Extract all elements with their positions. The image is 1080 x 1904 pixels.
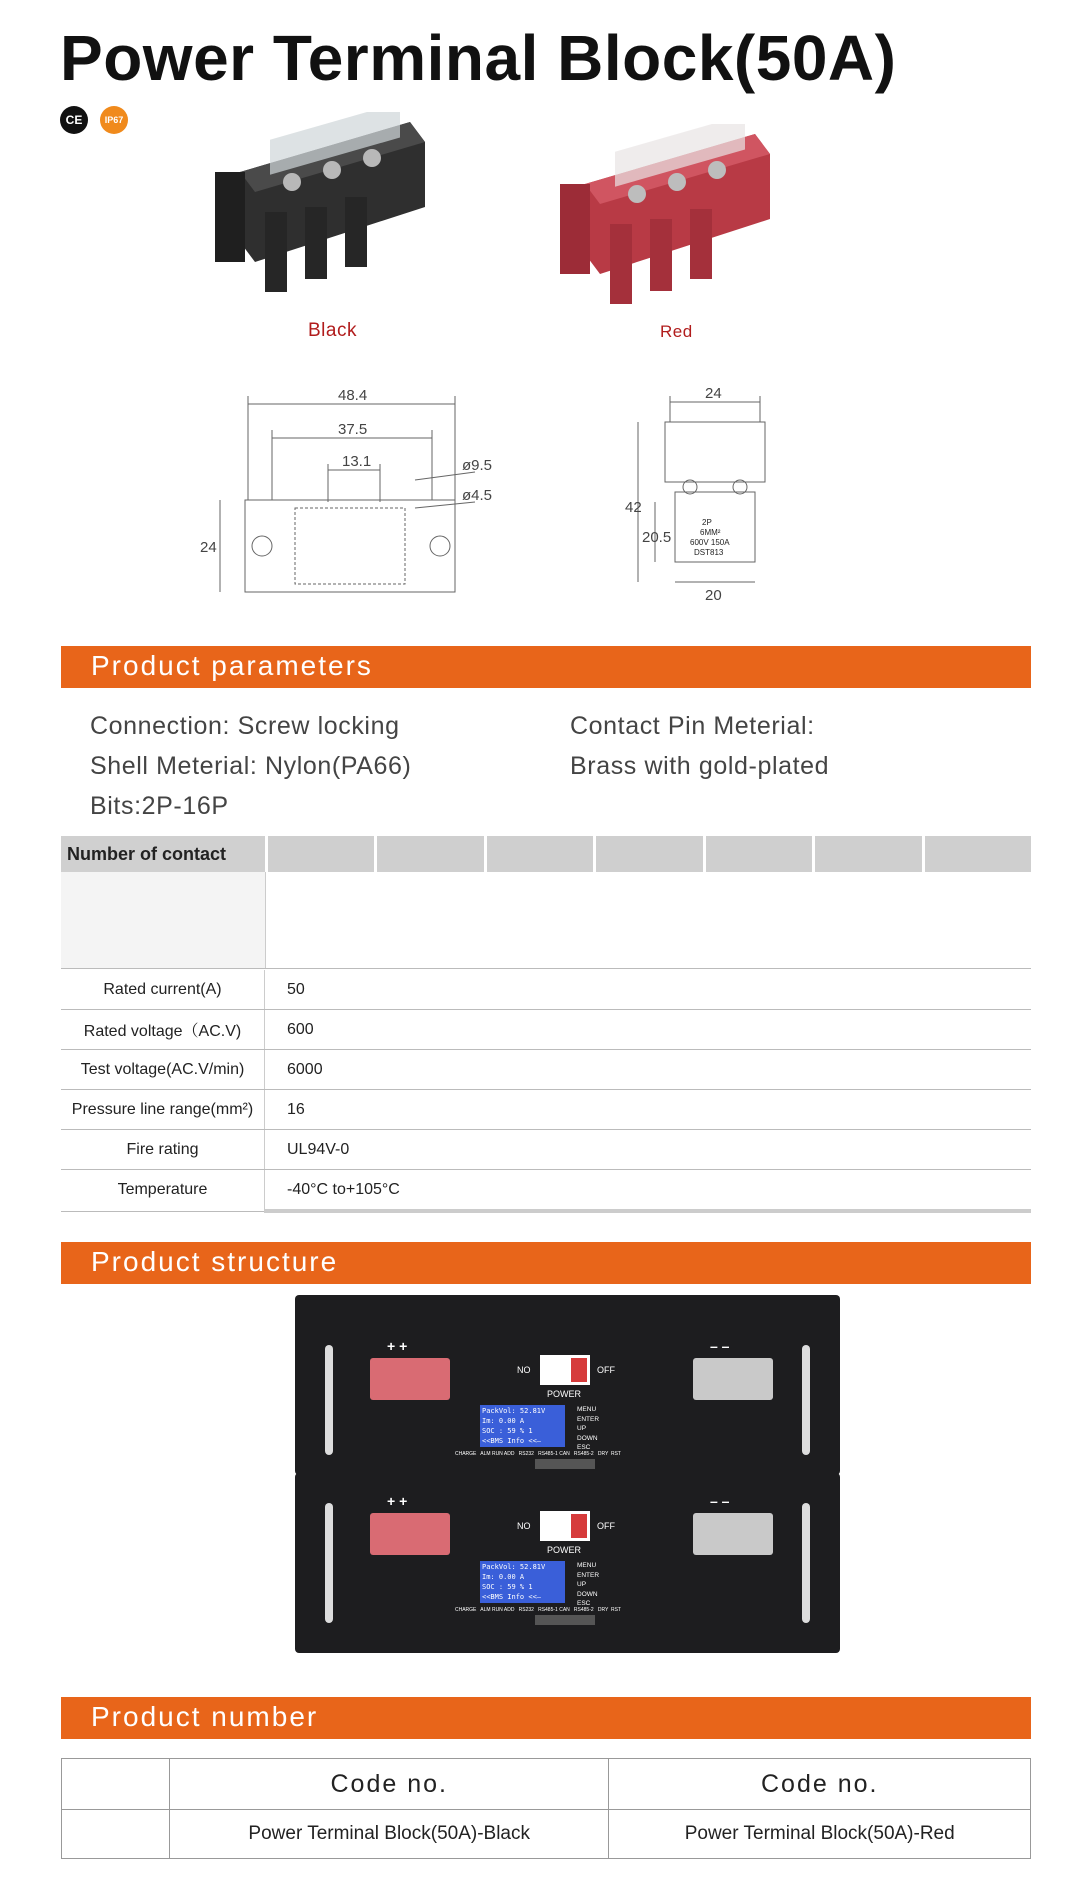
dim-13-1: 13.1 [342, 453, 372, 470]
switch-off-label: OFF [597, 1521, 615, 1531]
plus-label: + + [387, 1338, 408, 1354]
negative-terminal [693, 1513, 773, 1555]
dim-48-4: 48.4 [338, 387, 368, 404]
battery-rack-image [295, 1295, 840, 1675]
section-bar-number [61, 1697, 1031, 1739]
switch-no-label: NO [517, 1521, 531, 1531]
param-shell: Shell Meterial: Nylon(PA66) [90, 752, 412, 780]
table-row: Pressure line range(mm²) 16 [61, 1090, 1031, 1130]
dim-9-5: ø9.5 [462, 457, 493, 474]
port-labels: CHARGE ALM RUN ADD RS232 RS485-1 CAN RS485-2 DRY RST [455, 1451, 621, 1457]
dim-20-5: 20.5 [642, 529, 672, 546]
switch-no-label: NO [517, 1365, 531, 1375]
dim-24-left: 24 [200, 539, 217, 556]
ip67-cert-icon: IP67 [100, 106, 128, 134]
port-block [535, 1459, 595, 1469]
battery-unit [295, 1295, 840, 1475]
lcd-screen: PackVol: 52.81V Im: 0.00 A SOC : 59 % 1 <<BMS Info <<— [480, 1561, 565, 1603]
red-caption: Red [660, 322, 693, 341]
label-line-3: 600V 150A [690, 538, 730, 547]
section-title-number: Product number [91, 1701, 319, 1732]
negative-terminal [693, 1358, 773, 1400]
dim-37-5: 37.5 [338, 421, 368, 438]
table-row: Rated current(A) 50 [61, 970, 1031, 1010]
ce-cert-icon: CE [60, 106, 88, 134]
code-header: Code no. [609, 1759, 1031, 1810]
param-pin-value: Brass with gold-plated [570, 752, 830, 780]
handle-left [325, 1345, 333, 1455]
dim-4-5: ø4.5 [462, 487, 493, 504]
number-of-contact-label: Number of contact [61, 836, 265, 872]
side-view-drawing [620, 382, 820, 622]
table-row: Rated voltage（AC.V) 600 [61, 1010, 1031, 1050]
spec-image-cell [61, 872, 266, 968]
label-line-4: DST813 [694, 548, 724, 557]
positive-terminal [370, 1358, 450, 1400]
param-bits: Bits:2P-16P [90, 792, 229, 820]
label-line-1: 2P [702, 518, 712, 527]
table-row [62, 1759, 1031, 1810]
spec-table-header [61, 836, 1031, 872]
section-title-structure: Product structure [91, 1246, 339, 1277]
switch-off-label: OFF [597, 1365, 615, 1375]
minus-label: – – [710, 1338, 730, 1354]
black-terminal-image [210, 112, 430, 302]
code-header: Code no. [170, 1759, 609, 1810]
page-title: Power Terminal Block(50A) [60, 22, 897, 94]
code-item-black: Power Terminal Block(50A)-Black [170, 1810, 609, 1859]
positive-terminal [370, 1513, 450, 1555]
menu-buttons: MENU ENTER UP DOWN ESC [577, 1406, 600, 1451]
section-bar-params [61, 646, 1031, 688]
param-connection: Connection: Screw locking [90, 712, 400, 740]
table-row [62, 1810, 1031, 1859]
power-switch [540, 1355, 590, 1385]
black-caption: Black [308, 320, 357, 341]
port-labels: CHARGE ALM RUN ADD RS232 RS485-1 CAN RS485-2 DRY RST [455, 1607, 621, 1613]
table-row: Fire rating UL94V-0 [61, 1130, 1031, 1170]
lcd-screen: PackVol: 52.81V Im: 0.00 A SOC : 59 % 1 <<BMS Info <<— [480, 1405, 565, 1447]
table-row: Temperature -40°C to+105°C [61, 1170, 1031, 1212]
power-label: POWER [547, 1545, 582, 1555]
section-bar-structure [61, 1242, 1031, 1284]
power-label: POWER [547, 1389, 582, 1399]
power-switch [540, 1511, 590, 1541]
table-row: Test voltage(AC.V/min) 6000 [61, 1050, 1031, 1090]
minus-label: – – [710, 1493, 730, 1509]
codes-table [61, 1758, 1031, 1859]
param-pin-label: Contact Pin Meterial: [570, 712, 815, 740]
menu-buttons: MENU ENTER UP DOWN ESC [577, 1562, 600, 1607]
plus-label: + + [387, 1493, 408, 1509]
section-title-params: Product parameters [91, 650, 373, 681]
code-item-red: Power Terminal Block(50A)-Red [609, 1810, 1031, 1859]
handle-right [802, 1503, 810, 1623]
handle-right [802, 1345, 810, 1455]
spec-table [61, 970, 1031, 1213]
top-view-drawing [200, 380, 500, 620]
label-line-2: 6MM² [700, 528, 721, 537]
handle-left [325, 1503, 333, 1623]
dim-20-bottom: 20 [705, 587, 722, 604]
dim-24-top: 24 [705, 385, 722, 402]
dim-42: 42 [625, 499, 642, 516]
red-terminal-image [555, 124, 775, 324]
port-block [535, 1615, 595, 1625]
battery-unit [295, 1473, 840, 1653]
